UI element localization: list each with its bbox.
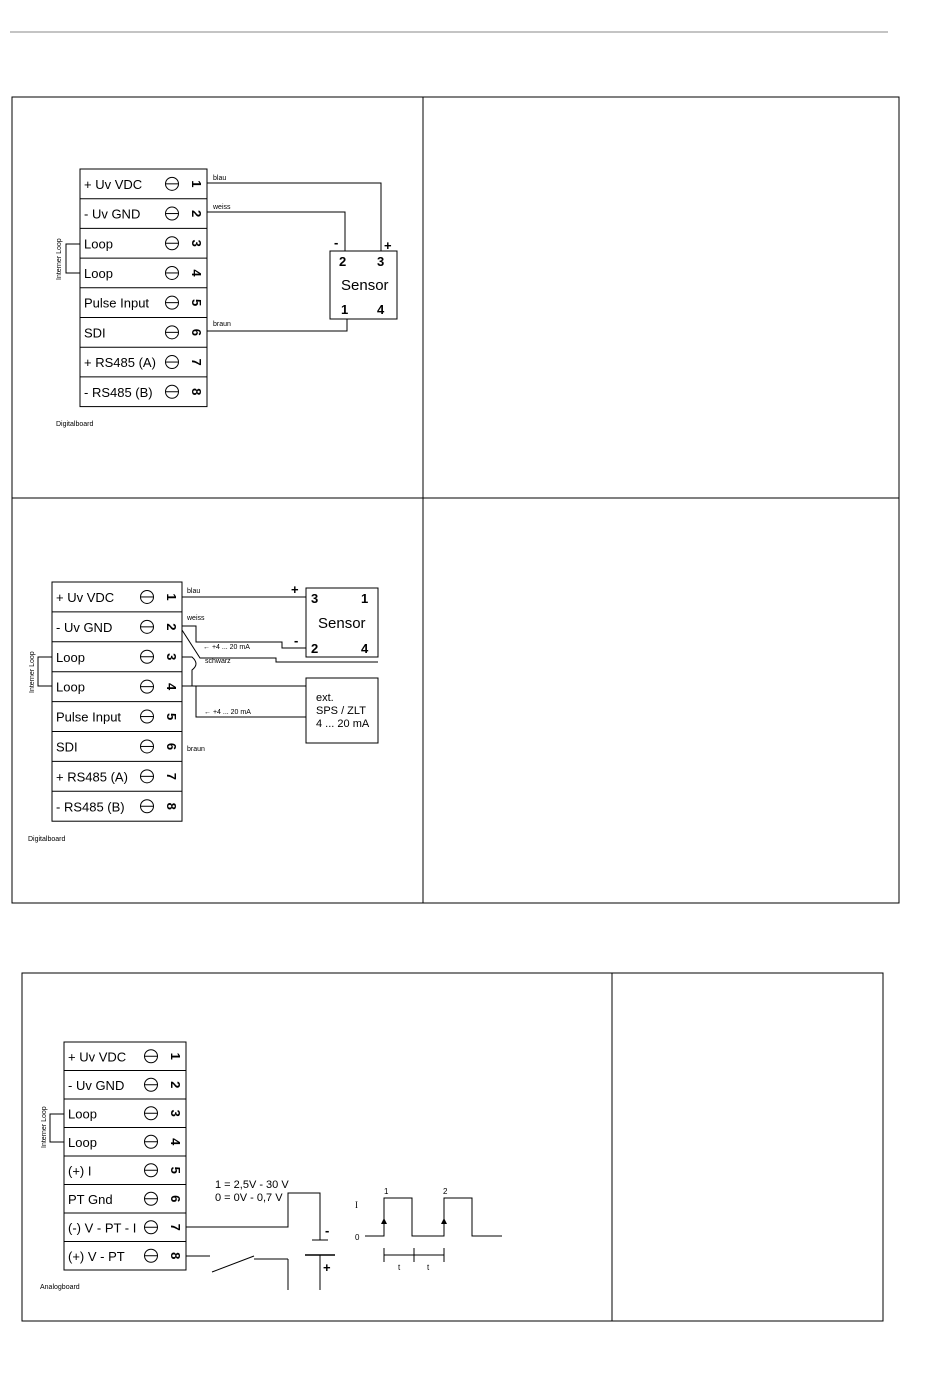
sensor-pin: 3 — [311, 591, 319, 606]
terminal-label: - Uv GND — [84, 206, 141, 222]
terminal-label: SDI — [84, 325, 106, 341]
terminal-number: 4 — [189, 269, 204, 277]
sensor-plus: + — [291, 582, 299, 597]
terminal-label: - RS485 (B) — [84, 384, 153, 400]
board-label: Digitalboard — [28, 836, 66, 843]
level-0-label: 0 = 0V - 0,7 V — [215, 1192, 283, 1204]
terminal-label: Loop — [84, 265, 113, 281]
wire-label-braun: braun — [187, 746, 205, 753]
internal-loop-bracket — [38, 657, 52, 686]
switch-contact — [212, 1256, 254, 1272]
terminal-label: + Uv VDC — [68, 1049, 127, 1065]
terminal-block-analog — [64, 1042, 186, 1270]
terminal-number: 5 — [189, 299, 204, 307]
pulse-arrow-1 — [381, 1218, 387, 1224]
terminal-number: 6 — [189, 328, 204, 336]
external-line-2: SPS / ZLT — [316, 705, 366, 717]
terminal-label: + Uv VDC — [84, 176, 143, 192]
terminal-block-digital-1 — [80, 169, 207, 407]
terminal-number: 3 — [164, 653, 179, 661]
sensor-pin: 1 — [341, 302, 349, 317]
sensor-pin: 2 — [339, 254, 347, 269]
terminal-label: (-) V - PT - I — [68, 1220, 137, 1236]
terminal-number: 8 — [168, 1252, 183, 1260]
sensor-pin: 4 — [377, 302, 385, 317]
wire-label-blau: blau — [187, 588, 201, 595]
internal-loop-label: Interner Loop — [41, 1106, 48, 1148]
axis-zero-label: 0 — [355, 1233, 360, 1242]
terminal-label: + Uv VDC — [56, 589, 115, 605]
pulse-label-1: 1 — [384, 1187, 389, 1196]
external-line-1: ext. — [316, 692, 334, 704]
terminal-label: Loop — [56, 679, 85, 695]
wire-blau — [207, 183, 381, 251]
terminal-number: 2 — [168, 1081, 183, 1089]
terminal-label: Loop — [68, 1134, 97, 1150]
internal-loop-label: Interner Loop — [29, 651, 36, 693]
terminal-label: (+) V - PT — [68, 1248, 125, 1264]
period-label-2: t — [427, 1263, 430, 1272]
sensor-name: Sensor — [318, 615, 366, 632]
internal-loop-bracket — [66, 244, 80, 273]
sensor-pin: 2 — [311, 641, 319, 656]
pulse-waveform — [365, 1198, 502, 1236]
external-line-3: 4 ... 20 mA — [316, 718, 370, 730]
axis-i-label: I — [355, 1200, 358, 1210]
pulse-arrow-2 — [441, 1218, 447, 1224]
terminal-number: 8 — [189, 388, 204, 396]
wire-label-schwarz: schwarz — [205, 658, 231, 665]
sensor-name: Sensor — [341, 277, 389, 294]
terminal-number: 3 — [168, 1109, 183, 1117]
current-label: ← +4 ... 20 mA — [204, 709, 251, 716]
terminal-number: 2 — [164, 623, 179, 631]
sensor-pin: 4 — [361, 641, 369, 656]
board-label: Analogboard — [40, 1284, 80, 1291]
terminal-number: 1 — [164, 593, 179, 601]
terminal-number: 8 — [164, 802, 179, 810]
terminal-number: 4 — [168, 1138, 183, 1146]
terminal-label: - Uv GND — [56, 619, 113, 635]
period-label-1: t — [398, 1263, 401, 1272]
internal-loop-label: Interner Loop — [56, 238, 63, 280]
terminal-number: 6 — [164, 742, 179, 751]
terminal-label: Loop — [84, 236, 113, 252]
sensor-minus: - — [334, 235, 339, 250]
terminal-block-digital-2 — [52, 582, 182, 821]
board-label: Digitalboard — [56, 421, 94, 428]
terminal-number: 4 — [164, 683, 179, 691]
terminal-number: 3 — [189, 239, 204, 247]
terminal-number: 1 — [168, 1052, 183, 1060]
internal-loop-bracket — [50, 1114, 64, 1142]
terminal-label: Loop — [68, 1106, 97, 1122]
sensor-pin: 1 — [361, 591, 369, 606]
wire-weiss — [207, 212, 345, 251]
terminal-label: Pulse Input — [56, 709, 122, 725]
terminal-label: - Uv GND — [68, 1077, 125, 1093]
terminal-number: 2 — [189, 209, 204, 218]
terminal-number: 6 — [168, 1195, 183, 1203]
terminal-label: Loop — [56, 649, 85, 665]
pulse-label-2: 2 — [443, 1187, 448, 1196]
wire-label-weiss: weiss — [187, 615, 205, 622]
terminal-label: - RS485 (B) — [56, 799, 125, 815]
panel-outer-bottom — [22, 973, 883, 1321]
wire-label-braun: braun — [213, 321, 231, 328]
current-label: ← +4 ... 20 mA — [203, 644, 250, 651]
wire-label-weiss: weiss — [213, 204, 231, 211]
sensor-minus: - — [294, 633, 299, 648]
battery-minus: - — [325, 1223, 330, 1238]
terminal-number: 7 — [168, 1223, 183, 1231]
terminal-number: 5 — [168, 1166, 183, 1174]
terminal-number: 5 — [164, 712, 179, 721]
terminal-label: + RS485 (A) — [56, 769, 128, 785]
terminal-label: PT Gnd — [68, 1191, 113, 1207]
terminal-label: Pulse Input — [84, 295, 150, 311]
sensor-pin: 3 — [377, 254, 385, 269]
terminal-label: + RS485 (A) — [84, 355, 156, 371]
terminal-number: 7 — [189, 358, 204, 366]
wire-loop-jump — [182, 657, 196, 686]
battery-plus: + — [323, 1260, 331, 1275]
wire-label-blau: blau — [213, 175, 227, 182]
terminal-number: 1 — [189, 180, 204, 188]
sensor-plus: + — [384, 238, 392, 253]
terminal-label: (+) I — [68, 1163, 92, 1179]
terminal-label: SDI — [56, 739, 78, 755]
level-1-label: 1 = 2,5V - 30 V — [215, 1179, 289, 1191]
terminal-number: 7 — [164, 772, 179, 780]
